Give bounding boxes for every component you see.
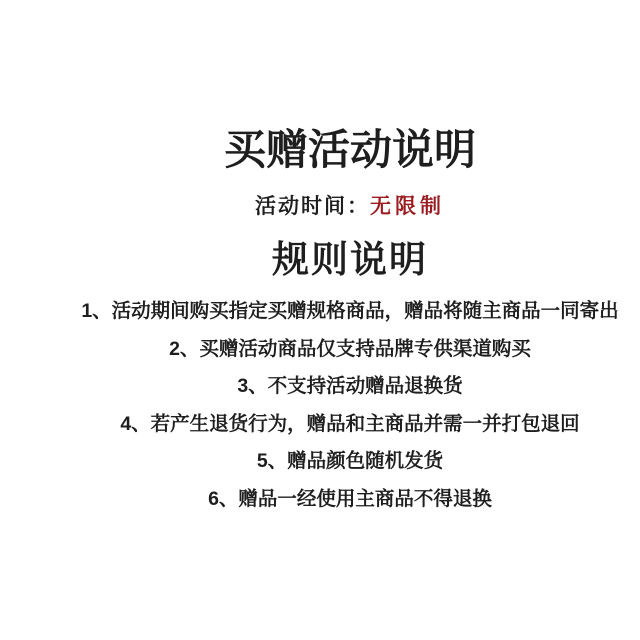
rule-item: 4、若产生退货行为，赠品和主商品并需一并打包退回 — [120, 412, 580, 435]
rule-item: 5、赠品颜色随机发货 — [256, 450, 444, 472]
activity-time-value: 无限制 — [370, 195, 445, 218]
rule-item: 6、赠品一经使用主商品不得退换 — [208, 487, 492, 510]
rules-list — [30, 293, 640, 518]
rule-item: 3、不支持活动赠品退换货 — [237, 375, 463, 397]
rule-item: 1、活动期间购买指定买赠规格商品，赠品将随主商品一同寄出 — [81, 300, 619, 322]
rules-heading: 规则说明 — [272, 239, 428, 280]
rule-item: 2、买赠活动商品仅支持品牌专供渠道购买 — [169, 337, 531, 360]
activity-time — [30, 193, 640, 221]
notice-content — [30, 0, 640, 518]
page-title: 买赠活动说明 — [223, 126, 476, 173]
activity-time-label: 活动时间： — [255, 195, 370, 218]
